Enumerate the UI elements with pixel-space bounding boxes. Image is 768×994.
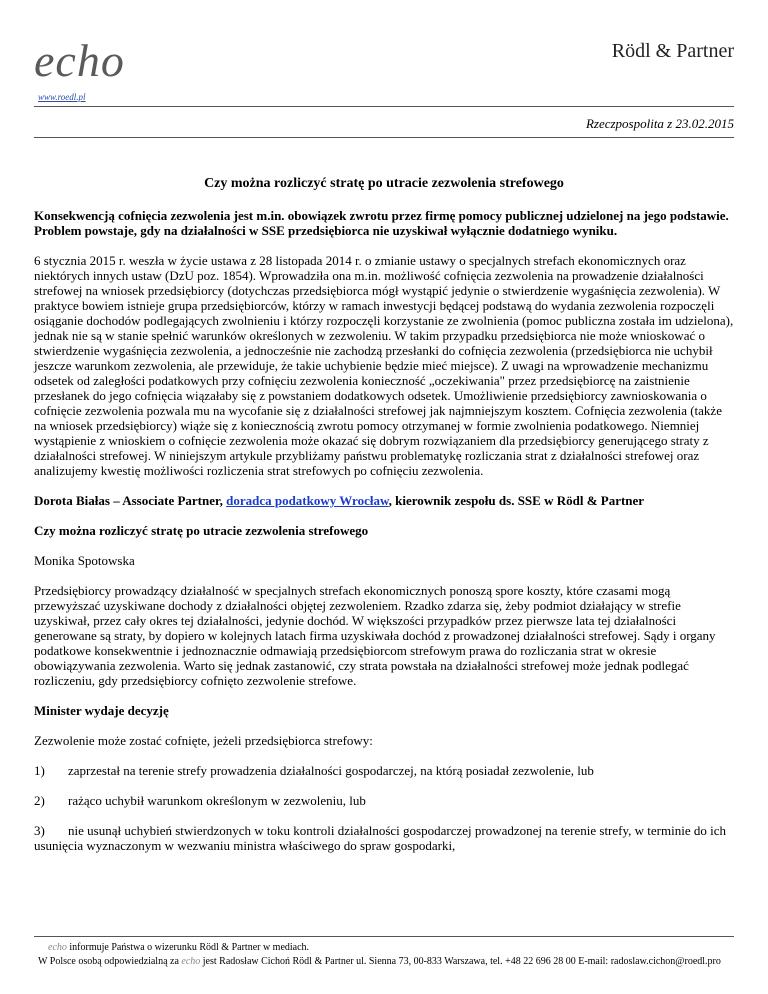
footer-text-1: informuje Państwa o wizerunku Rödl & Partner w mediach.: [66, 942, 310, 953]
author-suffix: , kierownik zespołu ds. SSE w Rödl & Partner: [388, 493, 645, 508]
list-intro: Zezwolenie może zostać cofnięte, jeżeli przedsiębiorca strefowy:: [34, 733, 373, 748]
list-item: [34, 793, 734, 808]
brand-name: Rödl & Partner: [611, 40, 734, 62]
article-body: [34, 176, 734, 868]
subtitle: Czy można rozliczyć stratę po utracie zezwolenia strefowego: [34, 523, 369, 538]
footer: [38, 941, 768, 969]
article-title: Czy można rozliczyć stratę po utracie zezwolenia strefowego: [204, 176, 564, 191]
list-number: 1): [34, 763, 45, 778]
list-item: [34, 823, 734, 853]
list-number: 3): [34, 823, 45, 838]
intro-paragraph: 6 stycznia 2015 r. weszła w życie ustawa z 28 listopada 2014 r. o zmianie ustawy o specjalnych strefach ekonomicznych oraz niektórych innych ustaw (DzU poz. 1854). Wprowadziła ona m.in. możliwość cofnięcia zezwolenia na prowadzenie działalności strefowej na wniosek przedsiębiorcy (dotychczas przedsiębiorca mógł wystąpić jedynie o stwierdzenie wygaśnięcia zezwolenia). W praktyce bowiem istnieje grupa przedsiębiorców, którzy w ramach inwestycji będącej podstawą do wydania zezwolenia rozpoczęli osiąganie dochodów podlegających zwolnieniu i którzy rozpoczęli korzystanie ze zwolnienia (pomoc publiczna została im udzielona), jednak nie są w stanie spełnić warunków określonych w zezwoleniu. W takim przypadku przedsiębiorca nie może wnioskować o stwierdzenie wygaśnięcia zezwolenia, a jednocześnie nie zachodzą przesłanki do cofnięcia zezwolenia (przedsiębiorca nie uchybił jeszcze warunkom zezwolenia, ale przewiduje, że takie uchybienie będzie mieć miejsce). Z uwagi na wprowadzenie mechanizmu odsetek od zaległości podatkowych przy cofnięciu zezwolenia konieczność „oczekiwania" przez przedsiębiorcę na zaistnienie przesłanek do jego cofnięcia wiązałaby się z powstaniem dodatkowych odsetek. Umożliwienie przedsiębiorcy zawnioskowania o cofnięcie zezwolenia pozwala mu na wycofanie się z działalności strefowej jak najmniejszym kosztem. Cofnięcia zezwolenia (także na wniosek przedsiębiorcy) wiąże się z koniecznością zwrotu pomocy otrzymanej w formie zwolnienia podatkowego. Niemniej wystąpienie z wnioskiem o cofnięcie zezwolenia może okazać się dobrym rozwiązaniem dla przedsiębiorcy generującego straty z działalności strefowej. W niniejszym artykule przybliżamy państwu problematykę rozliczania strat z działalności strefowej oraz analizujemy kwestię możliwości rozliczenia strat strefowych po cofnięciu zezwolenia.: [34, 253, 734, 478]
list-text: rażąco uchybił warunkom określonym w zezwoleniu, lub: [68, 793, 366, 808]
footer-echo-logo: echo: [48, 942, 67, 953]
section-heading: Minister wydaje decyzję: [34, 703, 169, 718]
article-lead: Konsekwencją cofnięcia zezwolenia jest m.in. obowiązek zwrotu przez firmę pomocy publicznej udzielonej na jego podstawie. Problem powstaje, gdy na działalności w SSE przedsiębiorca nie uzyskiwał wyłącznie dodatniego wyniku.: [34, 208, 729, 238]
author-line: [34, 493, 734, 508]
body-paragraph: Przedsiębiorcy prowadzący działalność w specjalnych strefach ekonomicznych ponoszą spore koszty, które czasami mogą przewyższać uzyskiwane dochody z działalności objętej zezwoleniem. Rzadko zdarza się, żeby podmiot działający w strefie uzyskiwał, przez cały okres tej działalności, jedynie dochód. W większości przypadków przez pierwsze lata tej działalności generowane są straty, by dopiero w kolejnych latach firma uzyskiwała dochód z prowadzonej działalności strefowej. Sądy i organy podatkowe konsekwentnie i jednoznacznie odmawiają przedsiębiorcom strefowym prawa do rozliczania strat w okresie obowiązywania zezwolenia. Warto się jednak zastanowić, czy strata powstała na działalności strefowej może jednak podlegać rozliczeniu, gdy przedsiębiorcy cofnięto zezwolenie strefowe.: [34, 583, 716, 688]
website-link[interactable]: www.roedl.pl: [38, 92, 86, 102]
list-text: nie usunął uchybień stwierdzonych w toku kontroli działalności gospodarczej prowadzonej na terenie strefy, w terminie do ich usunięcia wyznaczonym w wezwaniu ministra właściwego do spraw gospodarki,: [34, 823, 726, 853]
list-item: [34, 763, 734, 778]
list-text: zaprzestał na terenie strefy prowadzenia działalności gospodarczej, na którą posiadał zezwolenie, lub: [68, 763, 594, 778]
source-date: Rzeczpospolita z 23.02.2015: [585, 116, 734, 131]
author-prefix: Dorota Białas – Associate Partner,: [34, 493, 227, 508]
footer-divider: [34, 936, 734, 937]
list-number: 2): [34, 793, 45, 808]
footer-line-1: [48, 941, 768, 955]
footer-line-2: [38, 955, 768, 969]
footer-echo-logo-2: echo: [181, 956, 201, 967]
footer-text-2a: W Polsce osobą odpowiedzialną za: [38, 956, 182, 967]
echo-logo: echo: [34, 35, 125, 86]
header-divider-2: [34, 137, 734, 138]
tax-advisor-link[interactable]: doradca podatkowy Wrocław: [226, 493, 389, 508]
header-divider: [34, 106, 734, 107]
footer-text-2b: jest Radosław Cichoń Rödl & Partner ul. Sienna 73, 00-833 Warszawa, tel. +48 22 696 28 00 E-mail: radoslaw.cichon@roedl.pro: [200, 956, 721, 967]
byline: Monika Spotowska: [34, 553, 135, 568]
